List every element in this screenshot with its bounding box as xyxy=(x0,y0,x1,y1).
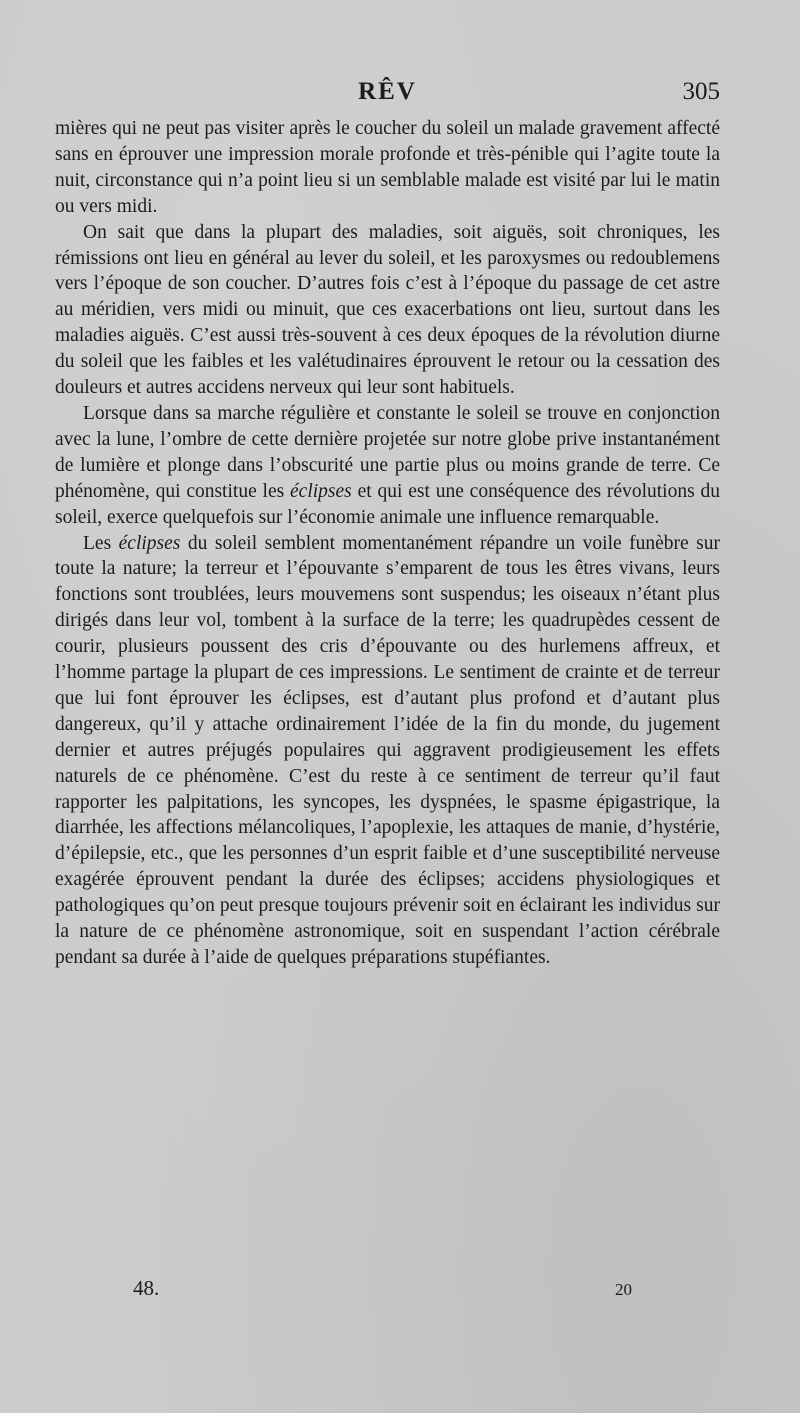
emphasis-term: éclipses xyxy=(118,532,181,554)
running-head xyxy=(55,78,720,112)
sheet-number: 20 xyxy=(615,1280,632,1299)
page-footer xyxy=(55,1276,720,1306)
signature-mark: 48. xyxy=(133,1276,160,1300)
paragraph-continued xyxy=(55,116,720,220)
paragraph-text: et qui est une conséquence des révolutions du soleil, exerce quelquefois sur l’économie animale une influence remarquable. xyxy=(55,480,720,528)
paragraph-text: mières qui ne peut pas visiter après le coucher du soleil un malade gravement affecté sans en éprouver une impression morale profonde et très-pénible qui l’agite toute la nuit, circonstance qui n’a point lieu si un semblable malade est visité par lui le matin ou vers midi. xyxy=(55,118,720,217)
paragraph-text: On sait que dans la plupart des maladies, soit aiguës, soit chroniques, les rémissions ont lieu en général au lever du soleil, et les paroxysmes ou redoublemens vers l’époque de son coucher. D’autres fois c’est à l’époque du passage de cet astre au méridien, vers midi ou minuit, que ces exacerbations ont lieu, surtout dans les maladies aiguës. C’est aussi très-souvent à ces deux époques de la révolution diurne du soleil que les faibles et les valétudinaires éprouvent le retour ou la cessation des douleurs et autres accidens nerveux qui leur sont habituels. xyxy=(55,221,720,399)
paragraph-text: Lorsque dans sa marche régulière et constante le soleil se trouve en conjonction avec la lune, l’ombre de cette dernière projetée sur notre globe prive instantanément de lumière et plonge dans l’obscurité une partie plus ou moins grande de terre. Ce phénomène, qui constitue les xyxy=(55,402,720,502)
paragraph xyxy=(55,531,720,971)
page-number: 305 xyxy=(682,78,720,105)
paragraph xyxy=(55,220,720,401)
paragraph xyxy=(55,401,720,531)
running-title: RÊV xyxy=(358,78,417,105)
paragraph-text: du soleil semblent momentanément répandre un voile funèbre sur toute la nature; la terreur et l’épouvante s’emparent de tous les êtres vivans, leurs fonctions sont troublées, leurs mouvemens sont suspendus; les oiseaux n’étant plus dirigés dans leur vol, tombent à la surface de la terre; les quadrupèdes cessent de courir, plusieurs poussent des cris d’épouvante ou des hurlemens affreux, et l’homme partage la plupart de ces impressions. Le sentiment de crainte et de terreur que lui font éprouver les éclipses, est d’autant plus profond et d’autant plus dangereux, qu’il y attache ordinairement l’idée de la fin du monde, du jugement dernier et autres préjugés populaires qui aggravent prodigieusement les effets naturels de ce phénomène. C’est du reste à ce sentiment de terreur qu’il faut rapporter les palpitations, les syncopes, les dyspnées, le spasme épigastrique, la diarrhée, les affections mélancoliques, l’apoplexie, les attaques de manie, d’hystérie, d’épilepsie, etc., que les personnes d’un esprit faible et d’une susceptibilité nerveuse exagérée éprouvent pendant la durée des éclipses; accidens physiologiques et pathologiques qu’on peut presque toujours prévenir soit en éclairant les individus sur la nature de ce phénomène astronomique, soit en suspendant l’action cérébrale pendant sa durée à l’aide de quelques préparations stupéfiantes. xyxy=(55,532,721,968)
body-text xyxy=(55,116,720,971)
emphasis-term: éclipses xyxy=(290,480,352,502)
paragraph-text: Les xyxy=(83,532,119,554)
